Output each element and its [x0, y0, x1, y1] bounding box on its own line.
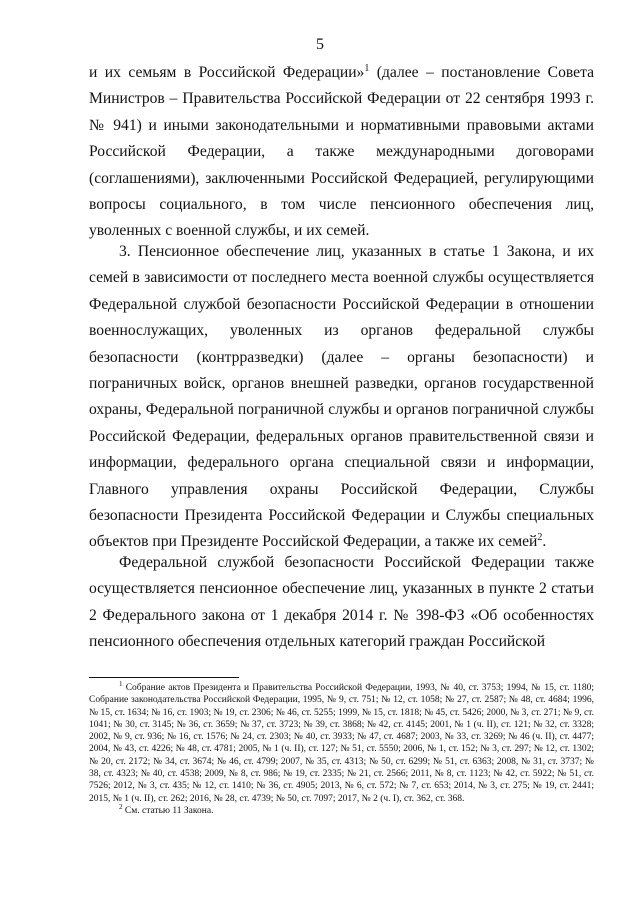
paragraph-text: . — [542, 533, 547, 551]
paragraph-item-3 — [89, 239, 594, 556]
footnote-reference[interactable]: 2 — [537, 532, 543, 544]
footnotes — [89, 679, 594, 817]
paragraph-text: 3. Пенсионное обеспечение лиц, указанных в статье 1 Закона, и их семей в зависимости от последнего места военной службы осуществляется Федеральной службой безопасности Российской Федерации в отношении военнослужащих, уволенных из органов федеральной службы безопасности (контрразведки) (далее – органы безопасности) и пограничных войск, органов внешней разведки, органов государственной охраны, Федеральной пограничной службы и органов пограничной службы Российской Федерации, федеральных органов правительственной связи и информации, федерального органа специальной связи и информации, Главного управления охраны Российской Федерации, Службы безопасности Президента Российской Федерации и Службы специальных объектов при Президенте Российской Федерации, а также их семей — [89, 243, 594, 551]
footnote-text: Собрание актов Президента и Правительства Российской Федерации, 1993, № 40, ст. 3753; 1994, № 15, ст. 1180; Собрание законодательства Российской Федерации, 1995, № 9, ст. 751; № 12, ст. 1058; № 27, ст. 2587; № 48, ст. 4684; 1996, № 15, ст. 1634; № 16, ст. 1903; № 19, ст. 2306; № 46, ст. 5255; 1999, № 15, ст. 1818; № 45, ст. 5426; 2000, № 3, ст. 271; № 9, ст. 1041; № 30, ст. 3145; № 36, ст. 3659; № 37, ст. 3723; № 39, ст. 3868; № 42, ст. 4145; 2001, № 1 (ч. II), ст. 121; № 32, ст. 3328; 2002, № 9, ст. 936; № 16, ст. 1576; № 24, ст. 2303; № 40, ст. 3933; № 47, ст. 4687; 2003, № 33, ст. 3269; № 46 (ч. II), ст. 4477; 2004, № 43, ст. 4226; № 48, ст. 4781; 2005, № 1 (ч. II), ст. 127; № 51, ст. 5550; 2006, № 1, ст. 152; № 3, ст. 297; № 12, ст. 1302; № 20, ст. 2172; № 34, ст. 3674; № 46, ст. 4799; 2007, № 35, ст. 4313; № 50, ст. 6299; № 51, ст. 6363; 2008, № 31, ст. 3737; № 38, ст. 4323; № 40, ст. 4538; 2009, № 8, ст. 986; № 19, ст. 2335; № 21, ст. 2566; 2011, № 8, ст. 1123; № 42, ст. 5922; № 51, ст. 7526; 2012, № 3, ст. 435; № 12, ст. 1410; № 36, ст. 4905; 2013, № 6, ст. 572; № 7, ст. 653; 2014, № 3, ст. 275; № 19, ст. 2441; 2015, № 1 (ч. II), ст. 262; 2016, № 28, ст. 4739; № 50, ст. 7097; 2017, № 2 (ч. I), ст. 362, ст. 368. — [89, 683, 594, 804]
footnote-mark: 1 — [119, 679, 123, 688]
footnote-2 — [89, 802, 594, 817]
footnote-1 — [89, 679, 594, 805]
page-number: 5 — [316, 36, 324, 53]
paragraph-text: и их семьям в Российской Федерации» — [89, 64, 365, 81]
footnote-text: См. статью 11 Закона. — [122, 805, 214, 816]
paragraph-fsb — [89, 550, 594, 656]
footnote-mark: 2 — [119, 802, 123, 811]
paragraph-continuation — [89, 60, 594, 245]
footnote-reference[interactable]: 1 — [364, 62, 370, 74]
paragraph-text: (далее – постановление Совета Министров – Правительства Российской Федерации от 22 сентября 1993 г. № 941) и иными законодательными и нормативными правовыми актами Российской Федерации, а также международными договорами (соглашениями), заключенными Российской Федерацией, регулирующими вопросы социального, в том числе пенсионного обеспечения лиц, уволенных с военной службы, и их семей. — [89, 64, 594, 240]
footnote-divider — [89, 677, 239, 678]
paragraph-text: Федеральной службой безопасности Российской Федерации также осуществляется пенсионное обеспечение лиц, указанных в пункте 2 статьи 2 Федерального закона от 1 декабря 2014 г. № 398-ФЗ «Об особенностях пенсионного обеспечения отдельных категорий граждан Российской — [89, 554, 594, 651]
